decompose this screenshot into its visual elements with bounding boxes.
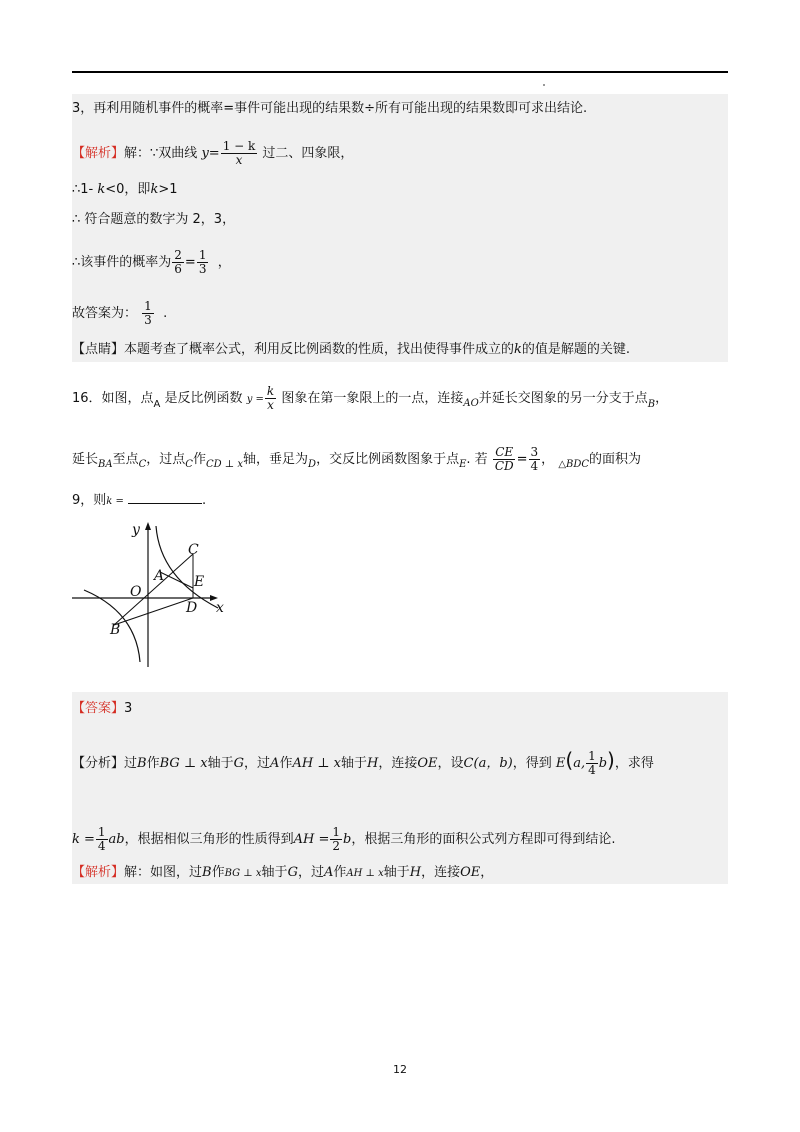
answer-line: 故答案为： $\frac{1}{3}$ .: [72, 299, 168, 327]
fraction-1-2: $\frac{1}{2}$: [332, 825, 341, 853]
fraction-ce-cd: $\frac{CE}{CD}$: [494, 445, 514, 473]
hyperbola-branch-1: [156, 526, 218, 608]
answer-fraction-1-3: $\frac{1}{3}$: [144, 299, 152, 327]
label-a: A: [154, 568, 165, 584]
label-o: O: [130, 584, 142, 600]
fraction-1-4-e: $\frac{1}{4}$: [588, 749, 596, 777]
text-line-1: 3，再利用随机事件的概率=事件可能出现的结果数÷所有可能出现的结果数即可求出结论.: [72, 101, 588, 116]
question-16-line-1: 16．如图，点$_A$ 是反比例函数 y = $\frac{k}{x}$ 图象在第一象限上的一点，连接$_{AO}$并延长交图象的另一分支于点$_B$，: [72, 384, 669, 412]
line-ae: [160, 572, 193, 588]
label-b: B: [110, 622, 121, 638]
k-equation-line: k = $\frac{1}{4}$ ab，根据相似三角形的性质得到AH = $\frac{1}{2}$ b，根据三角形的面积公式列方程即可得到结论.: [72, 825, 616, 853]
dianjing-line: 【点睛】本题考查了概率公式，利用反比例函数的性质，找出使得事件成立的k的值是解题的关键.: [72, 342, 631, 357]
quadrant-text: 过二、四象限，: [262, 146, 354, 161]
line-bd: [114, 598, 193, 625]
header-rule: [72, 71, 728, 73]
y-eq: y=: [201, 146, 220, 161]
label-x: x: [216, 600, 224, 616]
label-y: y: [132, 522, 140, 538]
label-e: E: [194, 574, 205, 590]
line-bc: [114, 554, 193, 625]
probability-line: ∴该事件的概率为 $\frac{2}{6}$ = $\frac{1}{3}$ ，: [72, 248, 231, 276]
answer-blank: [128, 491, 202, 504]
label-c: C: [188, 542, 199, 558]
k-inequality-line: ∴1- k<0，即k>1: [72, 182, 178, 197]
fenxi-line: 【分析】过B作BG ⊥ x轴于G，过A作AH ⊥ x轴于H，连接OE，设C(a，b)，得到 E(a, $\frac{1}{4}$ b)，求得: [72, 748, 654, 777]
daan-line: 【答案】3: [72, 701, 133, 716]
fraction-3-4: $\frac{3}{4}$: [530, 445, 539, 473]
page-number: 12: [393, 1063, 407, 1076]
fraction-2-6: $\frac{2}{6}$: [174, 248, 182, 276]
fraction-1-k-over-x: $\frac{1 - k}{x}$: [222, 139, 256, 167]
label-d: D: [186, 600, 198, 616]
y-axis-arrow: [145, 522, 151, 530]
jiexi-line: [72, 140, 353, 167]
numbers-line: ∴ 符合题意的数字为 2，3，: [72, 212, 236, 227]
jie-text: 解：∵双曲线: [124, 146, 198, 161]
header-dot: [543, 84, 545, 86]
question-16-line-2: 延长$_{BA}$至点$_C$，过点$_C$作$_{CD \perp x}$轴，垂足为$_D$，交反比例函数图象于点$_E$. 若 $\frac{CE}{CD}$ = $\frac{3}{4}$ ， $_{\triangle BDC}$的面积为: [72, 445, 642, 473]
fraction-1-4-k: $\frac{1}{4}$: [97, 825, 106, 853]
jiexi-tag: 【解析】: [72, 146, 125, 161]
hyperbola-figure: [68, 512, 248, 672]
solution-shade-2: [72, 692, 728, 884]
jiexi2-line: 【解析】解：如图，过B作BG ⊥ x轴于G，过A作AH ⊥ x轴于H，连接OE，: [72, 865, 494, 880]
question-16-line-3: 9，则k = .: [72, 493, 207, 508]
fraction-k-over-x: $\frac{k}{x}$: [266, 384, 275, 412]
fraction-1-3: $\frac{1}{3}$: [198, 248, 207, 276]
